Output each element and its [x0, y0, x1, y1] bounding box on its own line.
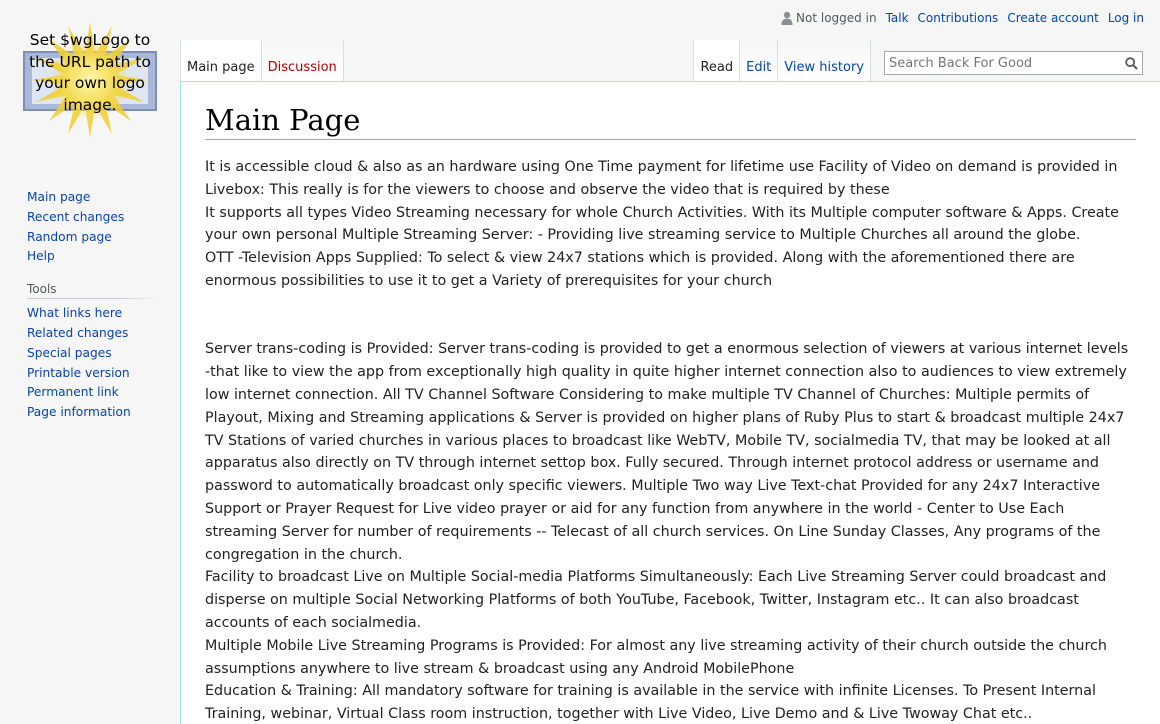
- tab-view-history[interactable]: View history: [777, 40, 871, 81]
- tools-heading[interactable]: Tools: [27, 282, 160, 299]
- namespace-tabs: [180, 40, 344, 81]
- logo-text: Set $wgLogo to the URL path to your own logo image.: [29, 31, 151, 114]
- paragraph: Facility to broadcast Live on Multiple Social-media Platforms Simultaneously: Each Live Streaming Server could broadcast and disperse on multiple Social Networking Platforms of both YouTube, Facebook, Twitter, Instagram etc.. It can also broadcast accounts of each socialmedia.: [205, 569, 1107, 631]
- site-logo[interactable]: [10, 0, 170, 160]
- sidebar-item-printable-version[interactable]: Printable version: [27, 365, 130, 380]
- contributions-link[interactable]: Contributions: [917, 11, 999, 25]
- personal-tools: [781, 10, 1144, 26]
- paragraph: It is accessible cloud & also as an hardware using One Time payment for lifetime use Facility of Video on demand is provided in Livebox: This really is for the viewers to choose and observe the video that is required by these: [205, 159, 1118, 198]
- search-input[interactable]: [885, 53, 1120, 73]
- sidebar-item-page-information[interactable]: Page information: [27, 405, 131, 420]
- article-body: [205, 156, 1136, 724]
- tools-portal: [27, 282, 180, 423]
- sidebar-item-permanent-link[interactable]: Permanent link: [27, 385, 119, 400]
- talk-link[interactable]: Talk: [885, 11, 909, 25]
- sidebar-item-recent-changes[interactable]: Recent changes: [27, 209, 125, 224]
- sidebar-item-special-pages[interactable]: Special pages: [27, 345, 112, 360]
- page-title: Main Page: [205, 102, 1136, 140]
- paragraph: Education & Training: All mandatory software for training is available in the service with infinite Licenses. To Present Internal Training, webinar, Virtual Class room instruction, together with Live Video, Live Demo and & Live Twoway Chat etc..: [205, 683, 1096, 723]
- tab-read[interactable]: Read: [693, 40, 739, 81]
- sidebar-item-random-page[interactable]: Random page: [27, 229, 112, 244]
- search-button[interactable]: [1120, 52, 1142, 74]
- tab-main-page[interactable]: Main page: [180, 40, 261, 81]
- content-area: [180, 81, 1160, 724]
- search-box: [884, 51, 1143, 75]
- paragraph: Server trans-coding is Provided: Server trans-coding is provided to get a enormous selection of viewers at various internet levels -that like to view the app from exceptionally high quality in quite higher internet connection also to audiences to view extremely low internet connection. All TV Channel Software Considering to make multiple TV Channel of Churches: Multiple permits of Playout, Mixing and Streaming applications & Server is provided on higher plans of Ruby Plus to start & broadcast multiple 24x7 TV Stations of varied churches in various places to broadcast like WebTV, Mobile TV, socialmedia TV, that may be looked at all apparatus also directly on TV through internet settop box. Fully secured. Through internet protocol address or username and password to automatically broadcast only specific viewers. Multiple Two way Live Text-chat Provided for any 24x7 Interactive Support or Prayer Request for Live video prayer or aid for any function from anywhere in the world - Center to Use Each streaming Server for number of requirements -- Telecast of all church services. On Line Sunday Classes, Any programs of the congregation in the church.: [205, 341, 1129, 563]
- navigation-portal: [27, 188, 180, 267]
- not-logged-in-label: Not logged in: [796, 11, 877, 25]
- paragraph-gap: [205, 293, 1136, 339]
- sidebar-item-main-page[interactable]: Main page: [27, 190, 91, 204]
- view-tabs: [693, 40, 871, 81]
- tab-discussion[interactable]: Discussion: [261, 40, 344, 81]
- tab-edit[interactable]: Edit: [739, 40, 777, 81]
- sidebar-item-related-changes[interactable]: Related changes: [27, 325, 129, 340]
- sidebar-item-help[interactable]: Help: [27, 249, 55, 264]
- paragraph: Multiple Mobile Live Streaming Programs is Provided: For almost any live streaming activity of their church outside the church assumptions anywhere to live stream & broadcast using any Android MobilePhone: [205, 637, 1107, 677]
- search-icon: [1125, 57, 1138, 70]
- paragraph: It supports all types Video Streaming necessary for whole Church Activities. With its Multiple computer software & Apps. Create your own personal Multiple Streaming Server: - Providing live streaming service to Multiple Churches all around the globe.: [205, 204, 1119, 244]
- log-in-link[interactable]: Log in: [1107, 11, 1144, 25]
- paragraph: OTT -Television Apps Supplied: To select & view 24x7 stations which is provided. Along with the aforementioned there are enormous possibilities to use it to get a Variety of prerequisites for your church: [205, 250, 1075, 289]
- create-account-link[interactable]: Create account: [1007, 11, 1099, 25]
- sidebar: [0, 160, 180, 423]
- user-icon: [781, 11, 793, 25]
- sidebar-item-what-links-here[interactable]: What links here: [27, 306, 123, 321]
